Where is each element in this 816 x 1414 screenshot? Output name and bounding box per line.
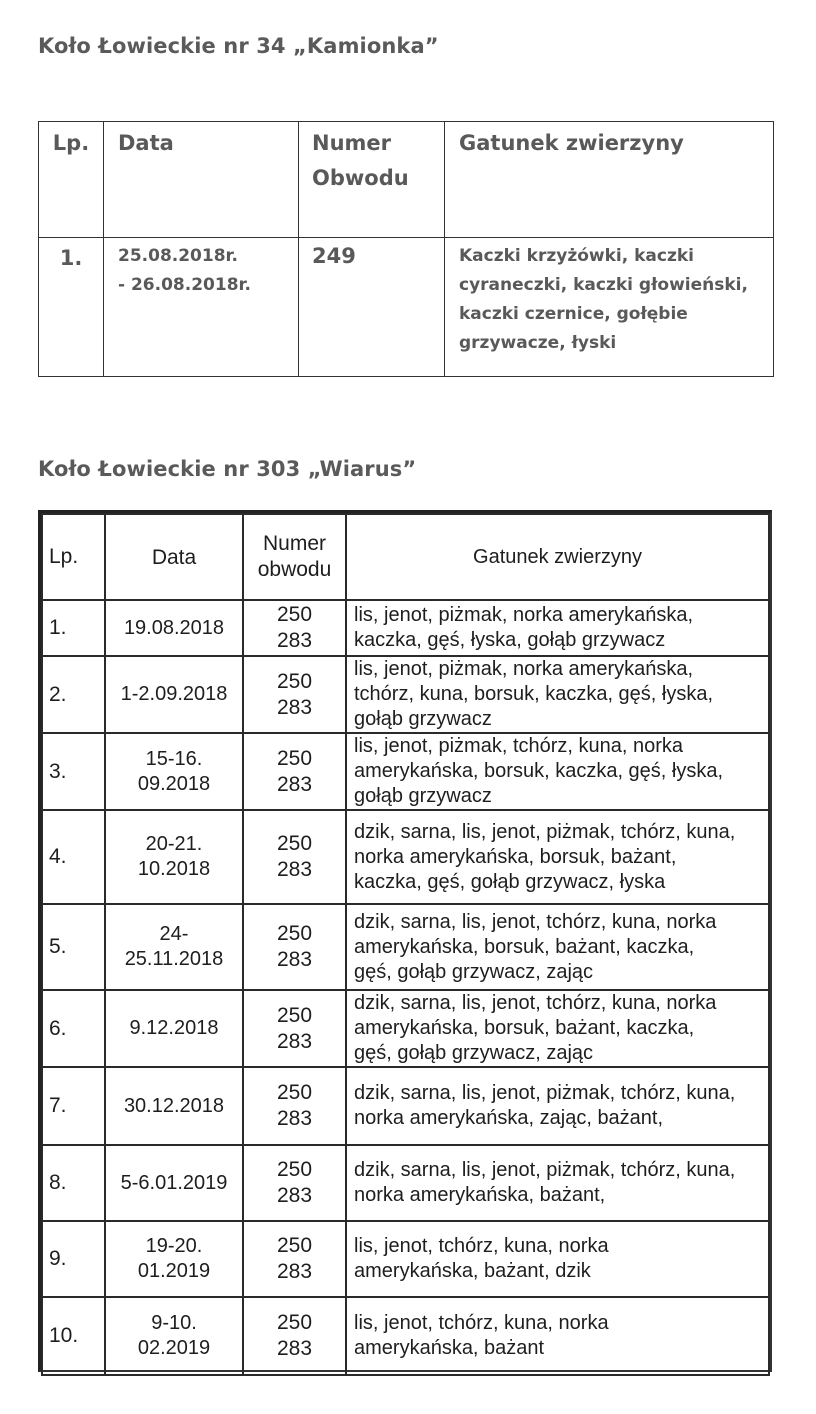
- cell-date: [104, 238, 299, 377]
- species-line: amerykańska, borsuk, kaczka, gęś, łyska,: [354, 760, 724, 782]
- obwod-number: 250: [276, 832, 313, 855]
- date-line: 5-6.01.2019: [120, 1171, 228, 1194]
- date-line: 25.08.2018r.: [118, 246, 238, 266]
- obwod-number: 250: [276, 1003, 313, 1027]
- species-line: lis, jenot, piżmak, norka amerykańska,: [354, 658, 694, 680]
- obwod-number: 283: [276, 1107, 313, 1130]
- cell-species: [346, 656, 769, 733]
- cell-obwod: [243, 990, 346, 1067]
- scanned-table-frame: [38, 510, 772, 1372]
- obwod-number: 283: [276, 695, 313, 719]
- header-numer-obwodu: [243, 514, 346, 600]
- obwod-number: 283: [276, 858, 313, 881]
- species-line: kaczki czernice, gołębie: [459, 304, 688, 324]
- cell-lp: 1.: [42, 600, 105, 656]
- cell-species: [346, 1297, 769, 1375]
- species-line: lis, jenot, piżmak, norka amerykańska,: [354, 604, 694, 626]
- table-header-row: [39, 122, 774, 238]
- cell-lp: 6.: [42, 990, 105, 1067]
- cell-date: [105, 904, 243, 990]
- header-gatunek: Gatunek zwierzyny: [346, 514, 769, 600]
- species-line: kaczka, gęś, gołąb grzywacz, łyska: [354, 870, 666, 893]
- header-lp: Lp.: [42, 514, 105, 600]
- obwod-number: 283: [276, 629, 313, 652]
- species-line: gołąb grzywacz: [354, 708, 492, 730]
- obwod-number: 250: [276, 922, 313, 945]
- cell-date: [105, 990, 243, 1067]
- species-line: kaczka, gęś, łyska, gołąb grzywacz: [354, 629, 666, 651]
- table-header-row: [42, 514, 769, 600]
- date-line: 1-2.09.2018: [120, 683, 228, 705]
- species-line: grzywacze, łyski: [459, 333, 617, 353]
- species-line: dzik, sarna, lis, jenot, piżmak, tchórz, kuna,: [354, 820, 736, 843]
- species-line: gołąb grzywacz: [354, 785, 492, 807]
- obwod-number: 283: [276, 1029, 313, 1053]
- cell-date: [105, 733, 243, 810]
- date-line: 10.2018: [137, 858, 211, 880]
- cell-obwod: [243, 810, 346, 904]
- obwod-number: 283: [276, 772, 313, 796]
- hunting-table-kamionka: [38, 121, 774, 377]
- table-row: [42, 733, 769, 810]
- obwod-number: 283: [276, 1260, 313, 1283]
- cell-date: [105, 1221, 243, 1297]
- species-line: cyraneczki, kaczki głowieński,: [459, 275, 748, 295]
- header-data: Data: [104, 122, 299, 238]
- table-row: [42, 1221, 769, 1297]
- cell-obwod: [243, 904, 346, 990]
- cell-species: [346, 1145, 769, 1221]
- cell-obwod: [243, 656, 346, 733]
- cell-lp: 10.: [42, 1297, 105, 1375]
- species-line: lis, jenot, piżmak, tchórz, kuna, norka: [354, 735, 684, 757]
- cell-obwod: [243, 1145, 346, 1221]
- cell-obwod: [243, 1297, 346, 1375]
- species-line: amerykańska, bażant: [354, 1337, 545, 1359]
- cell-obwod: 249: [299, 238, 445, 377]
- header-numer-line1: Numer: [312, 131, 392, 155]
- cell-species: [346, 904, 769, 990]
- species-line: gęś, gołąb grzywacz, zając: [354, 960, 594, 983]
- header-numer-line2: Obwodu: [312, 166, 409, 190]
- cell-obwod: [243, 733, 346, 810]
- date-line: 9-10.: [151, 1312, 197, 1334]
- cell-date: [105, 810, 243, 904]
- date-line: 25.11.2018: [124, 948, 224, 970]
- cell-lp: 5.: [42, 904, 105, 990]
- cell-date: [105, 1297, 243, 1375]
- cell-date: [105, 600, 243, 656]
- date-line: 15-16.: [145, 747, 203, 770]
- date-line: 19-20.: [145, 1235, 203, 1257]
- species-line: lis, jenot, tchórz, kuna, norka: [354, 1235, 609, 1257]
- cell-lp: 3.: [42, 733, 105, 810]
- cell-species: [346, 1221, 769, 1297]
- species-line: dzik, sarna, lis, jenot, piżmak, tchórz, kuna,: [354, 1082, 736, 1104]
- species-line: norka amerykańska, borsuk, bażant,: [354, 845, 677, 868]
- date-line: 20-21.: [145, 833, 203, 855]
- obwod-number: 283: [276, 1184, 313, 1207]
- cell-species: [346, 810, 769, 904]
- species-line: tchórz, kuna, borsuk, kaczka, gęś, łyska,: [354, 683, 714, 705]
- date-line: 02.2019: [137, 1337, 211, 1359]
- cell-obwod: [243, 600, 346, 656]
- table-body: [42, 600, 769, 1375]
- header-lp: Lp.: [39, 122, 104, 238]
- cell-species: [346, 600, 769, 656]
- obwod-number: 250: [276, 669, 313, 693]
- cell-species: [445, 238, 774, 377]
- species-line: Kaczki krzyżówki, kaczki: [459, 246, 695, 266]
- table-row: [42, 1067, 769, 1145]
- obwod-number: 250: [276, 1234, 313, 1257]
- species-line: amerykańska, borsuk, bażant, kaczka,: [354, 935, 695, 958]
- cell-species: [346, 1067, 769, 1145]
- cell-lp: 4.: [42, 810, 105, 904]
- table-row: [42, 1145, 769, 1221]
- species-line: norka amerykańska, zając, bażant,: [354, 1107, 664, 1129]
- cell-date: [105, 656, 243, 733]
- date-line: 30.12.2018: [123, 1094, 225, 1117]
- obwod-number: 283: [276, 948, 313, 971]
- species-line: norka amerykańska, bażant,: [354, 1184, 606, 1206]
- species-line: amerykańska, bażant, dzik: [354, 1260, 591, 1282]
- header-gatunek: Gatunek zwierzyny: [445, 122, 774, 238]
- obwod-number: 250: [276, 1311, 313, 1334]
- cell-lp: 9.: [42, 1221, 105, 1297]
- cell-date: [105, 1067, 243, 1145]
- header-data: Data: [105, 514, 243, 600]
- species-line: dzik, sarna, lis, jenot, tchórz, kuna, norka: [354, 910, 717, 933]
- date-line: 19.08.2018: [123, 616, 225, 639]
- section2-title: Koło Łowieckie nr 303 „Wiarus”: [38, 457, 417, 481]
- table-row: [42, 656, 769, 733]
- cell-lp: 1.: [39, 238, 104, 377]
- date-line: - 26.08.2018r.: [118, 275, 251, 295]
- table-row: [42, 810, 769, 904]
- cell-obwod: [243, 1221, 346, 1297]
- obwod-number: 250: [276, 746, 313, 770]
- cell-lp: 7.: [42, 1067, 105, 1145]
- obwod-number: 250: [276, 1081, 313, 1104]
- table-row: [42, 904, 769, 990]
- species-line: dzik, sarna, lis, jenot, tchórz, kuna, norka: [354, 992, 717, 1014]
- cell-lp: 2.: [42, 656, 105, 733]
- header-numer-line2: obwodu: [257, 558, 332, 581]
- cell-species: [346, 990, 769, 1067]
- obwod-number: 250: [276, 603, 313, 626]
- date-line: 09.2018: [137, 772, 211, 795]
- species-line: amerykańska, borsuk, bażant, kaczka,: [354, 1017, 695, 1039]
- species-line: dzik, sarna, lis, jenot, piżmak, tchórz, kuna,: [354, 1159, 736, 1181]
- hunting-table-wiarus: [41, 513, 770, 1376]
- cell-species: [346, 733, 769, 810]
- table-row: [39, 238, 774, 377]
- cell-obwod: [243, 1067, 346, 1145]
- obwod-number: 283: [276, 1337, 313, 1360]
- table-row: [42, 990, 769, 1067]
- table-row: [42, 600, 769, 656]
- table-row: [42, 1297, 769, 1375]
- cell-date: [105, 1145, 243, 1221]
- obwod-number: 250: [276, 1158, 313, 1181]
- species-line: gęś, gołąb grzywacz, zając: [354, 1042, 594, 1064]
- cell-lp: 8.: [42, 1145, 105, 1221]
- header-numer-line1: Numer: [262, 532, 326, 555]
- header-numer-obwodu: [299, 122, 445, 238]
- date-line: 9.12.2018: [129, 1017, 219, 1039]
- section1-title: Koło Łowieckie nr 34 „Kamionka”: [38, 34, 439, 58]
- date-line: 01.2019: [137, 1260, 211, 1282]
- species-line: lis, jenot, tchórz, kuna, norka: [354, 1312, 609, 1334]
- date-line: 24-: [159, 923, 189, 945]
